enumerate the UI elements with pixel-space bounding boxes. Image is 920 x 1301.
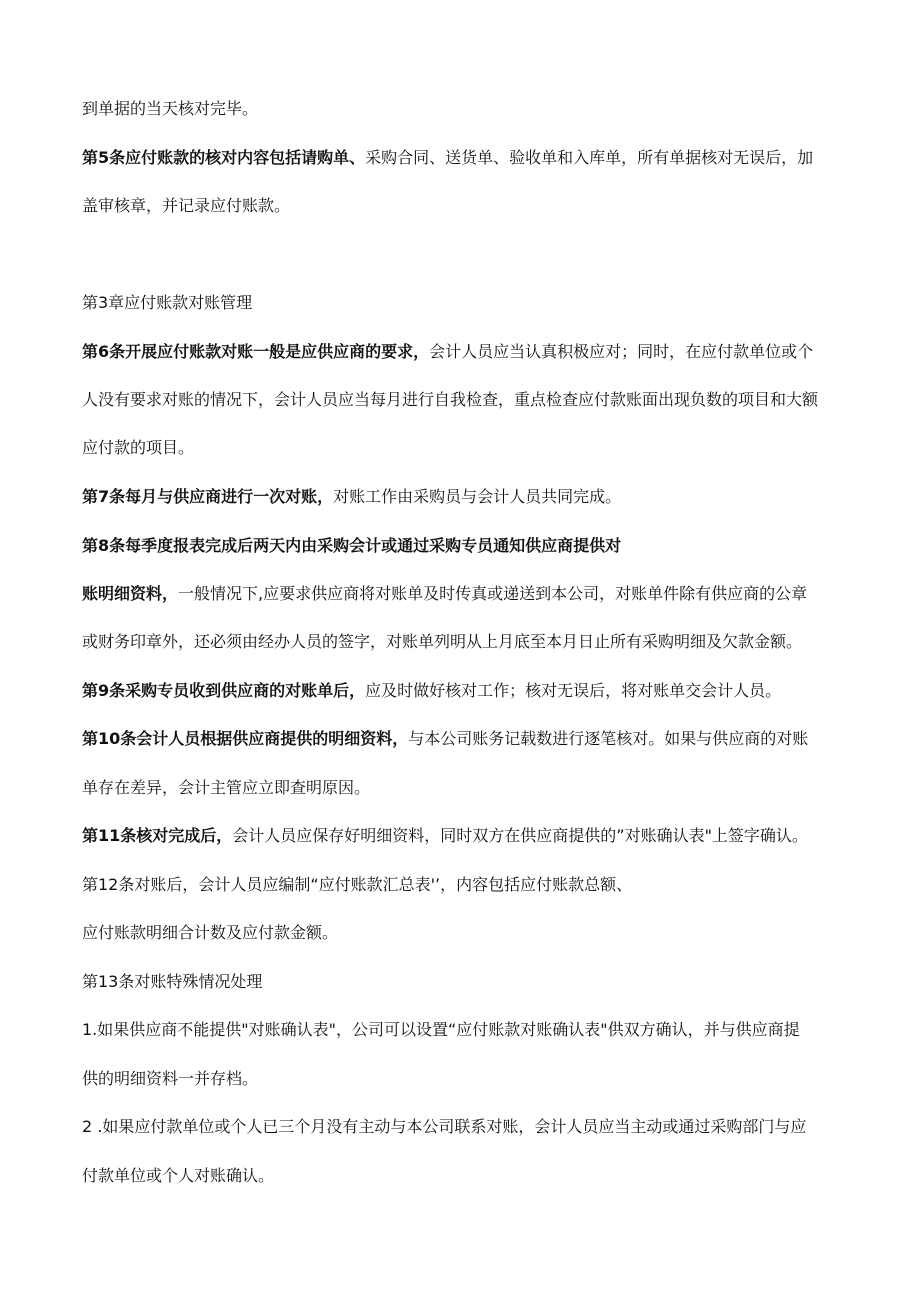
article-6-heading: 第6条开展应付账款对账一般是应供应商的要求， — [82, 342, 430, 361]
article-10-text: 与本公司账务记载数进行逐笔核对。如果与供应商的对账 — [408, 729, 809, 748]
article-8-line-1: 第8条每季度报表完成后两天内由采购会计或通过采购专员通知供应商提供对 — [82, 536, 622, 555]
article-11-heading: 第11条核对完成后， — [82, 826, 233, 845]
item-2-line-1: 2 .如果应付款单位或个人已三个月没有主动与本公司联系对账，会计人员应当主动或通过采购部门与应 — [82, 1117, 807, 1136]
article-5-text: 采购合同、送货单、验收单和入库单，所有单据核对无误后，加 — [365, 148, 814, 167]
article-10-line-2: 单存在差异，会计主管应立即查明原因。 — [82, 778, 371, 797]
article-13-title: 第13条对账特殊情况处理 — [82, 972, 263, 991]
item-1-line-2: 供的明细资料一并存档。 — [82, 1069, 259, 1088]
article-7-heading: 第7条每月与供应商进行一次对账， — [82, 487, 334, 506]
paragraph-1-line-1: 到单据的当天核对完毕。 — [82, 99, 259, 118]
article-5-line-1 — [82, 147, 872, 169]
article-8-text: 一般情况下,应要求供应商将对账单及时传真或递送到本公司，对账单件除有供应商的公章 — [178, 584, 808, 603]
article-9-line-1 — [82, 680, 872, 702]
article-6-line-1 — [82, 341, 872, 363]
article-6-text: 会计人员应当认真积极应对；同时，在应付款单位或个 — [429, 342, 814, 361]
article-7-text: 对账工作由采购员与会计人员共同完成。 — [333, 487, 622, 506]
article-12-line-1: 第12条对账后，会计人员应编制“应付账款汇总表'’，内容包括应付账款总额、 — [82, 875, 633, 894]
article-6-line-2: 人没有要求对账的情况下，会计人员应当每月进行自我检查，重点检查应付款账面出现负数的项目和大额 — [82, 390, 819, 409]
article-9-text: 应及时做好核对工作；核对无误后，将对账单交会计人员。 — [365, 681, 782, 700]
chapter-3-title: 第3章应付账款对账管理 — [82, 293, 253, 312]
article-11-text: 会计人员应保存好明细资料，同时双方在供应商提供的”对账确认表"上签字确认。 — [232, 826, 808, 845]
article-10-line-1 — [82, 728, 872, 750]
article-8-line-2 — [82, 583, 872, 605]
article-9-heading: 第9条采购专员收到供应商的对账单后， — [82, 681, 366, 700]
article-10-heading: 第10条会计人员根据供应商提供的明细资料， — [82, 729, 409, 748]
article-8-line-3: 或财务印章外，还必须由经办人员的签字，对账单列明从上月底至本月日止所有采购明细及欠款金额。 — [82, 632, 803, 651]
item-2-line-2: 付款单位或个人对账确认。 — [82, 1166, 275, 1185]
article-5-heading: 第5条应付账款的核对内容包括请购单、 — [82, 148, 366, 167]
article-11-line-1 — [82, 825, 872, 847]
article-8-heading-tail: 账明细资料， — [82, 584, 179, 603]
article-5-line-2: 盖审核章，并记录应付账款。 — [82, 196, 291, 215]
article-12-line-2: 应付账款明细合计数及应付款金额。 — [82, 923, 339, 942]
item-1-line-1: 1.如果供应商不能提供"对账确认表"，公司可以设置“应付账款对账确认表"供双方确认，并与供应商提 — [82, 1020, 800, 1039]
article-6-line-3: 应付款的项目。 — [82, 438, 195, 457]
article-7-line-1 — [82, 486, 872, 508]
